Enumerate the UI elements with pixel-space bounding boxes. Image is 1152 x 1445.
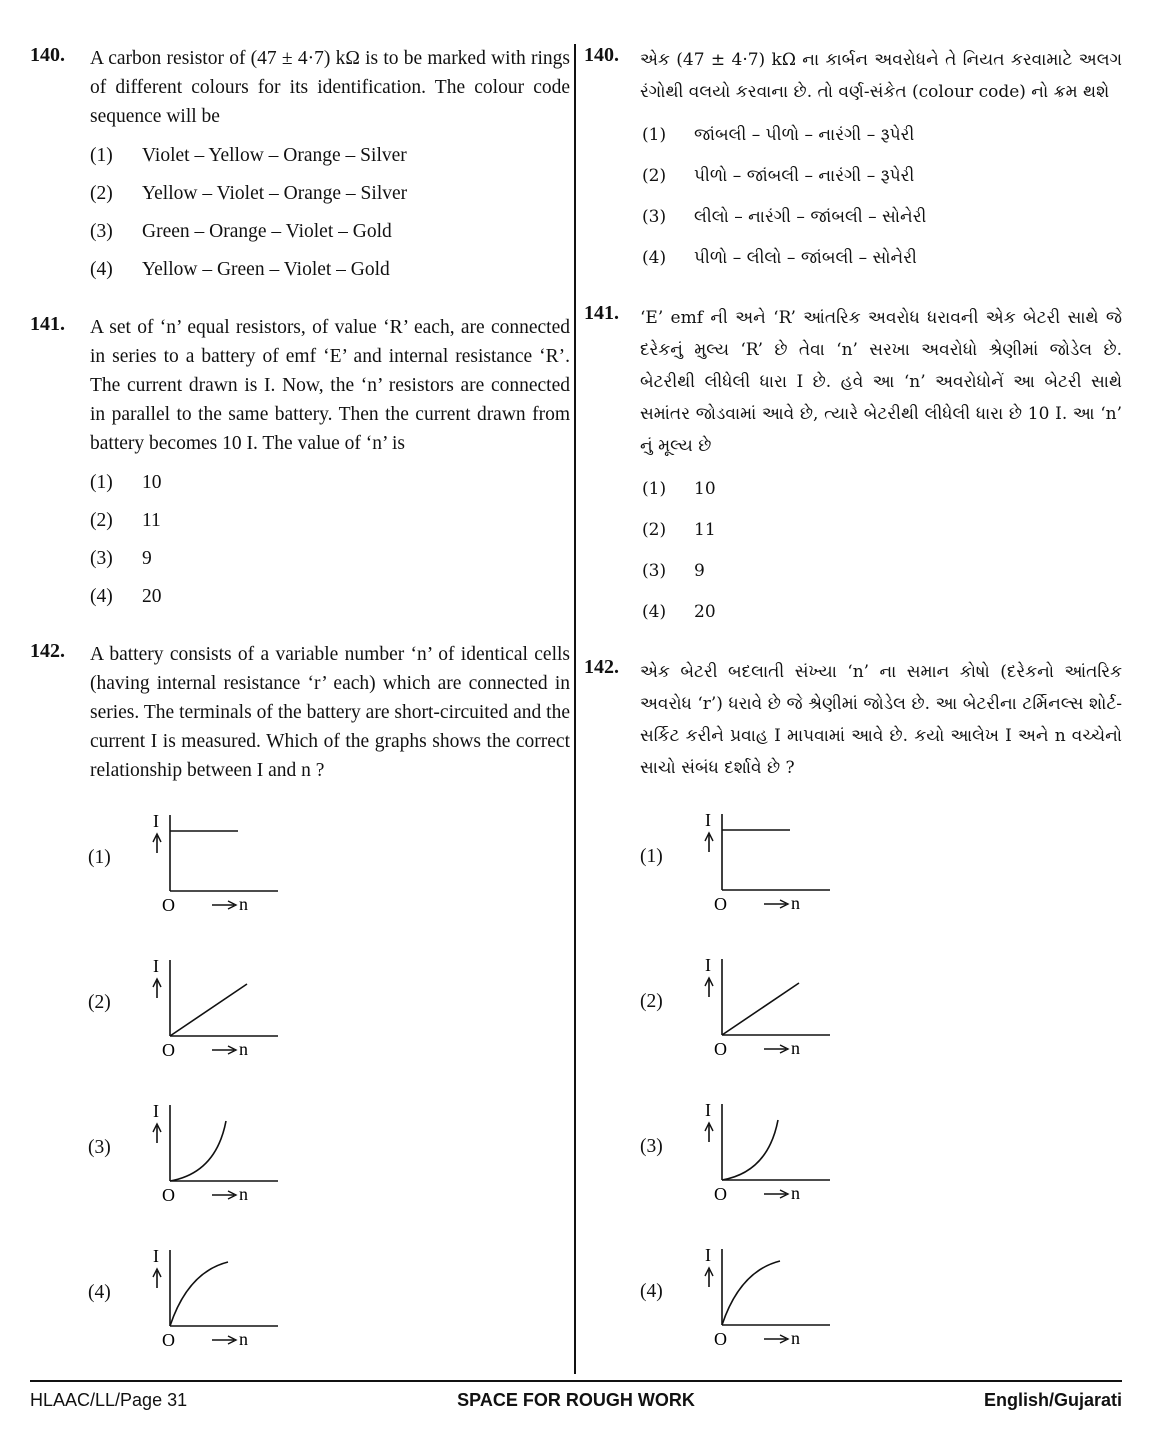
option[interactable] xyxy=(642,591,1122,632)
question-text: A set of ‘n’ equal resistors, of value ‘R’ each, are connected in series to a battery of emf ‘E’ and internal resistance ‘R’. The current drawn is I. Now, the ‘n’ resistors are connected in parallel to the same battery. Then the current drawn from battery becomes 10 I. The value of ‘n’ is xyxy=(90,317,570,454)
y-axis-label: I xyxy=(705,1244,711,1265)
y-axis-label: I xyxy=(153,810,159,831)
option-number: (1) xyxy=(642,478,667,499)
option-number: (2) xyxy=(642,519,667,540)
option[interactable] xyxy=(90,137,570,175)
graph-option[interactable] xyxy=(640,1219,1122,1364)
option-number: (3) xyxy=(642,560,667,581)
graph-option[interactable] xyxy=(640,784,1122,929)
x-axis-label: n xyxy=(239,1183,248,1204)
x-axis-label: n xyxy=(791,1182,800,1203)
question-text: એક (47 ± 4·7) kΩ ના કાર્બન અવરોધને તે નિયત કરવામાટે અલગ રંગોથી વલયો કરવાના છે. તો વર્ણ-સંકેત (colour code) નો ક્રમ થશે xyxy=(640,50,1122,102)
y-axis-label: I xyxy=(705,1099,711,1120)
option[interactable] xyxy=(642,550,1122,591)
graph-constant xyxy=(702,802,842,912)
options xyxy=(642,114,1122,278)
option[interactable] xyxy=(642,114,1122,155)
option-text: પીળો – જાંબલી – નારંગી – રૂપેરી xyxy=(694,165,915,186)
option-text: 11 xyxy=(142,510,161,531)
graph-option[interactable] xyxy=(88,1220,570,1365)
graph-option[interactable] xyxy=(88,930,570,1075)
option-text: Yellow – Violet – Orange – Silver xyxy=(142,183,408,204)
option-number: (3) xyxy=(90,548,113,569)
language-label: English/Gujarati xyxy=(983,1390,1122,1410)
question-text: એક બેટરી બદલાતી સંખ્યા ‘n’ ના સમાન કોષો (દરેકનો આંતરિક અવરોધ ‘r’) ધરાવે છે જે શ્રેણીમાં જોડેલ છે. આ બેટરીના ટર્મિનલ્સ શોર્ટ-સર્કિટ કરીને પ્રવાહ I માપવામાં આવે છે. કયો આલેખ I અને n વચ્ચેનો સાચો સંબંધ દર્શાવે છે ? xyxy=(640,662,1122,778)
option[interactable] xyxy=(642,509,1122,550)
x-axis-label: n xyxy=(239,1328,248,1349)
graph-curve xyxy=(170,1262,228,1326)
option-text: 20 xyxy=(142,586,162,607)
y-axis-label: I xyxy=(153,955,159,976)
option-number: (2) xyxy=(88,991,111,1013)
question-140-gu xyxy=(582,44,1122,278)
graph-curve xyxy=(170,1121,226,1181)
graph-curve xyxy=(722,1261,780,1325)
option-text: Violet – Yellow – Orange – Silver xyxy=(142,145,407,166)
question-141-en xyxy=(30,313,570,616)
gujarati-column xyxy=(582,44,1122,1388)
option[interactable] xyxy=(90,175,570,213)
question-number: 141. xyxy=(584,302,619,324)
option-number: (1) xyxy=(90,145,113,166)
option-text: 9 xyxy=(142,548,152,569)
y-axis-label: I xyxy=(705,809,711,830)
option[interactable] xyxy=(642,155,1122,196)
question-text: ‘E’ emf ની અને ‘R’ આંતરિક અવરોધ ધરાવની એક બેટરી સાથે જે દરેકનું મુલ્ય ‘R’ છે તેવા ‘n’ સરખા અવરોધો શ્રેણીમાં જોડેલ છે. બેટરીથી લીધેલી ધારા I છે. હવે આ ‘n’ અવરોધોનેં આ બેટરી સાથે સમાંતર જોડવામાં આવે છે, ત્યારે બેટરીથી લીધેલી ધારા છે 10 I. આ ‘n’ નું મૂલ્ય છે xyxy=(640,308,1122,456)
question-number: 140. xyxy=(584,44,619,66)
option[interactable] xyxy=(642,196,1122,237)
option[interactable] xyxy=(642,468,1122,509)
option-number: (1) xyxy=(88,846,111,868)
origin-label: O xyxy=(162,1184,175,1205)
x-axis-label: n xyxy=(791,1327,800,1348)
option-number: (2) xyxy=(642,165,667,186)
origin-label: O xyxy=(162,1039,175,1060)
question-number: 142. xyxy=(30,640,65,662)
y-axis-label: I xyxy=(153,1245,159,1266)
graph-option[interactable] xyxy=(88,1075,570,1220)
origin-label: O xyxy=(714,893,727,914)
origin-label: O xyxy=(714,1328,727,1349)
x-axis-label: n xyxy=(239,893,248,914)
option-number: (3) xyxy=(88,1136,111,1158)
graph-linear xyxy=(150,948,290,1058)
graph-option[interactable] xyxy=(640,929,1122,1074)
option-number: (3) xyxy=(90,221,113,242)
question-text: A battery consists of a variable number ‘n’ of identical cells (having internal resistance ‘r’ each) which are connected in series. The terminals of the battery are short-circuited and the current I is measured. Which of the graphs shows the correct relationship between I and n ? xyxy=(90,644,570,781)
rough-work-label: SPACE FOR ROUGH WORK xyxy=(457,1390,695,1410)
option-number: (1) xyxy=(642,124,667,145)
footer-rule xyxy=(30,1380,1122,1382)
option-number: (4) xyxy=(90,259,113,280)
option-text: 20 xyxy=(694,601,716,622)
option-text: પીળો – લીલો – જાંબલી – સોનેરી xyxy=(694,247,917,268)
option-text: Yellow – Green – Violet – Gold xyxy=(142,259,390,280)
x-axis-label: n xyxy=(791,1037,800,1058)
y-axis-label: I xyxy=(153,1100,159,1121)
option-text: 10 xyxy=(694,478,716,499)
origin-label: O xyxy=(162,894,175,915)
question-text: A carbon resistor of (47 ± 4·7) kΩ is to be marked with rings of different colours for its identification. The colour code sequence will be xyxy=(90,48,570,127)
option-number: (3) xyxy=(642,206,667,227)
question-number: 142. xyxy=(584,656,619,678)
option-text: લીલો – નારંગી – જાંબલી – સોનેરી xyxy=(694,206,927,227)
option[interactable] xyxy=(90,213,570,251)
origin-label: O xyxy=(714,1038,727,1059)
graph-options xyxy=(640,784,1122,1364)
option-number: (2) xyxy=(640,990,663,1012)
question-141-gu xyxy=(582,302,1122,632)
options xyxy=(90,464,570,616)
option-number: (4) xyxy=(642,601,667,622)
graph-curve xyxy=(170,984,247,1036)
option-number: (3) xyxy=(640,1135,663,1157)
graph-constant xyxy=(150,803,290,913)
x-axis-label: n xyxy=(239,1038,248,1059)
graph-convex xyxy=(150,1093,290,1203)
options xyxy=(642,468,1122,632)
question-number: 140. xyxy=(30,44,65,66)
option-text: જાંબલી – પીળો – નારંગી – રૂપેરી xyxy=(694,124,915,145)
graph-convex xyxy=(702,1092,842,1202)
graph-option[interactable] xyxy=(88,785,570,930)
question-number: 141. xyxy=(30,313,65,335)
origin-label: O xyxy=(162,1329,175,1350)
graph-concave xyxy=(150,1238,290,1348)
option-text: 9 xyxy=(694,560,705,581)
option[interactable] xyxy=(90,464,570,502)
y-axis-label: I xyxy=(705,954,711,975)
graph-option[interactable] xyxy=(640,1074,1122,1219)
question-142-gu xyxy=(582,656,1122,1364)
option[interactable] xyxy=(642,237,1122,278)
graph-concave xyxy=(702,1237,842,1347)
option-number: (4) xyxy=(640,1280,663,1302)
option-number: (4) xyxy=(642,247,667,268)
question-140-en xyxy=(30,44,570,289)
option-number: (4) xyxy=(90,586,113,607)
x-axis-label: n xyxy=(791,892,800,913)
graph-curve xyxy=(722,1120,778,1180)
column-divider xyxy=(574,44,576,1374)
option-text: 11 xyxy=(694,519,716,540)
option[interactable] xyxy=(90,502,570,540)
question-142-en xyxy=(30,640,570,1365)
graph-linear xyxy=(702,947,842,1057)
option-number: (4) xyxy=(88,1281,111,1303)
option[interactable] xyxy=(90,540,570,578)
option-number: (1) xyxy=(90,472,113,493)
option[interactable] xyxy=(90,251,570,289)
option-number: (2) xyxy=(90,510,113,531)
graph-curve xyxy=(722,983,799,1035)
graph-options xyxy=(88,785,570,1365)
english-column xyxy=(30,44,570,1389)
option-text: 10 xyxy=(142,472,162,493)
option-number: (2) xyxy=(90,183,113,204)
options xyxy=(90,137,570,289)
page-code: HLAAC/LL/Page 31 xyxy=(30,1390,188,1410)
option-text: Green – Orange – Violet – Gold xyxy=(142,221,392,242)
option-number: (1) xyxy=(640,845,663,867)
option[interactable] xyxy=(90,578,570,616)
origin-label: O xyxy=(714,1183,727,1204)
